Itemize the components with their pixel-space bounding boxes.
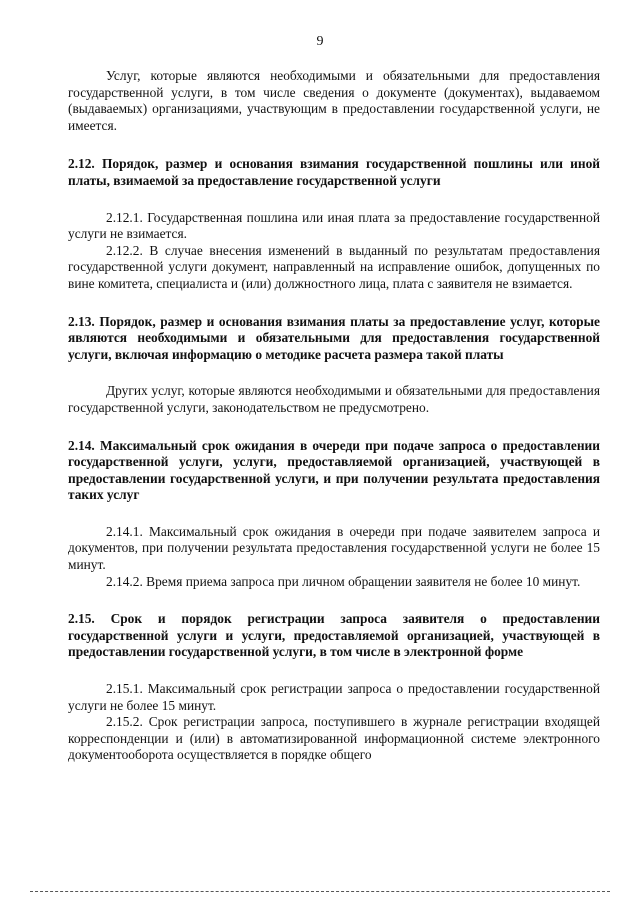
section-2-13 xyxy=(68,314,600,417)
section-heading: 2.14. Максимальный срок ожидания в очереди при подаче запроса о предоставлении государственной услуги, услуги, предоставляемой организацией, участвующей в предоставлении государственной услуги, и при получении результата предоставления таких услуг xyxy=(68,437,600,503)
page-number: 9 xyxy=(316,34,324,49)
section-2-15 xyxy=(68,611,600,764)
document-body xyxy=(68,68,600,764)
section-2-12 xyxy=(68,156,600,292)
section-heading: 2.13. Порядок, размер и основания взимания платы за предоставление услуг, которые являются необходимыми и обязательными для предоставления государственной услуги, включая информацию о методике расчета размера такой платы xyxy=(68,313,600,362)
section-heading: 2.12. Порядок, размер и основания взимания государственной пошлины или иной платы, взимаемой за предоставление государственной услуги xyxy=(68,156,600,188)
paragraph: 2.14.2. Время приема запроса при личном обращении заявителя не более 10 минут. xyxy=(106,573,581,589)
intro-paragraph: Услуг, которые являются необходимыми и обязательными для предоставления государственной услуги, в том числе сведения о документе (документах), выдаваемом (выдаваемых) организациями, участвующим в предоставлении государственной услуги, не имеется. xyxy=(68,68,600,133)
paragraph: Других услуг, которые являются необходимыми и обязательными для предоставления государственной услуги, законодательством не предусмотрено. xyxy=(68,383,600,415)
paragraph: 2.15.2. Срок регистрации запроса, поступившего в журнале регистрации входящей корреспонденции и (или) в автоматизированной информационной системе электронного документооборота осуществляется в порядке общего xyxy=(68,714,600,763)
section-heading: 2.15. Срок и порядок регистрации запроса заявителя о предоставлении государственной услуги и услуги, предоставляемой организацией, участвующей в предоставлении государственной услуги, в том числе в электронной форме xyxy=(68,611,600,660)
paragraph: 2.12.1. Государственная пошлина или иная плата за предоставление государственной услуги не взимается. xyxy=(68,209,600,242)
paragraph: 2.12.2. В случае внесения изменений в выданный по результатам предоставления государственной услуги документ, направленный на исправление ошибок, допущенных по вине комитета, специалиста и (или) должностного лица, плата с заявителя не взимается. xyxy=(68,242,600,291)
section-2-14 xyxy=(68,438,600,591)
paragraph: 2.14.1. Максимальный срок ожидания в очереди при подаче заявителем запроса и документов, при получении результата предоставления государственной услуги не более 15 минут. xyxy=(68,523,600,573)
footer-rule xyxy=(30,891,610,892)
paragraph: 2.15.1. Максимальный срок регистрации запроса о предоставлении государственной услуги не более 15 минут. xyxy=(68,681,600,713)
